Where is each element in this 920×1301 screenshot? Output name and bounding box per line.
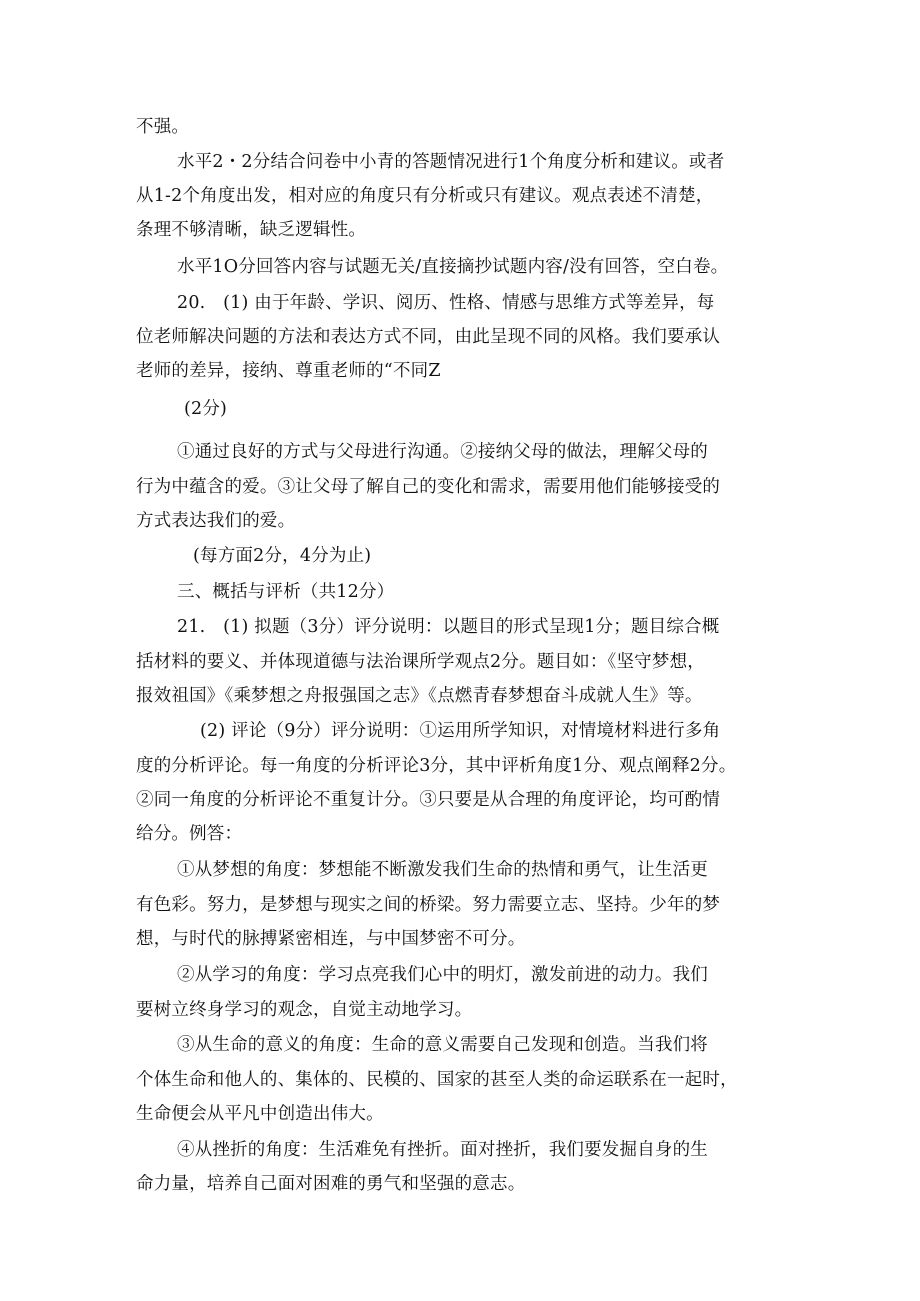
- text-line: 老师的差异，接纳、尊重老师的“不同Z: [136, 361, 441, 381]
- text-line: 括材料的要义、并体现道德与法治课所学观点2分。题目如：《坚守梦想，: [136, 652, 705, 672]
- text-line: 有色彩。努力，是梦想与现实之间的桥梁。努力需要立志、坚持。少年的梦: [136, 895, 721, 915]
- text-line: 从1-2个角度出发，相对应的角度只有分析或只有建议。观点表述不清楚，: [136, 186, 714, 206]
- text-line: 条理不够清晰，缺乏逻辑性。: [136, 220, 367, 240]
- text-line: 生命便会从平凡中创造出伟大。: [136, 1104, 384, 1124]
- text-line: 水平2・2分结合问卷中小青的答题情况进行1个角度分析和建议。或者: [177, 152, 725, 172]
- text-line: ①通过良好的方式与父母进行沟通。②接纳父母的做法，理解父母的: [177, 442, 708, 462]
- text-line: (2分): [184, 399, 228, 419]
- text-line: 方式表达我们的爱。: [136, 511, 296, 531]
- text-line: 命力量，培养自己面对困难的勇气和坚强的意志。: [136, 1174, 526, 1194]
- text-line: 位老师解决问题的方法和表达方式不同，由此呈现不同的风格。我们要承认: [136, 327, 721, 347]
- text-line: 不强。: [136, 117, 190, 137]
- text-line: ②同一角度的分析评论不重复计分。③只要是从合理的角度评论，均可酌情: [136, 790, 721, 810]
- text-line: ③从生命的意义的角度：生命的意义需要自己发现和创造。当我们将: [177, 1035, 708, 1055]
- text-line: 给分。例答：: [136, 824, 243, 844]
- text-line: 21. (1) 拟题（3分）评分说明：以题目的形式呈现1分；题目综合概: [177, 617, 720, 637]
- text-line: ④从挫折的角度：生活难免有挫折。面对挫折，我们要发掘自身的生: [177, 1140, 708, 1160]
- text-line: 报效祖国》《乘梦想之舟报强国之志》《点燃青春梦想奋斗成就人生》等。: [136, 686, 703, 706]
- text-line: (2) 评论（9分）评分说明：①运用所学知识，对情境材料进行多角: [200, 721, 721, 741]
- text-line: 行为中蕴含的爱。③让父母了解自己的变化和需求，需要用他们能够接受的: [136, 477, 721, 497]
- text-line: 想，与时代的脉搏紧密相连，与中国梦密不可分。: [136, 929, 526, 949]
- section-heading: 三、概括与评析（共12分）: [177, 582, 395, 602]
- text-line: 个体生命和他人的、集体的、民模的、国家的甚至人类的命运联系在一起时，: [136, 1070, 738, 1090]
- text-line: 要树立终身学习的观念，自觉主动地学习。: [136, 1000, 473, 1020]
- text-line: ①从梦想的角度：梦想能不断激发我们生命的热情和勇气，让生活更: [177, 860, 708, 880]
- text-line: 度的分析评论。每一角度的分析评论3分，其中评析角度1分、观点阐释2分。: [136, 756, 737, 776]
- text-line: (每方面2分，4分为止): [193, 546, 372, 566]
- text-line: 20. (1) 由于年龄、学识、阅历、性格、情感与思维方式等差异，每: [177, 293, 715, 313]
- text-line: ②从学习的角度：学习点亮我们心中的明灯，激发前进的动力。我们: [177, 965, 708, 985]
- text-line: 水平1O分回答内容与试题无关/直接摘抄试题内容/没有回答，空白卷。: [177, 257, 729, 277]
